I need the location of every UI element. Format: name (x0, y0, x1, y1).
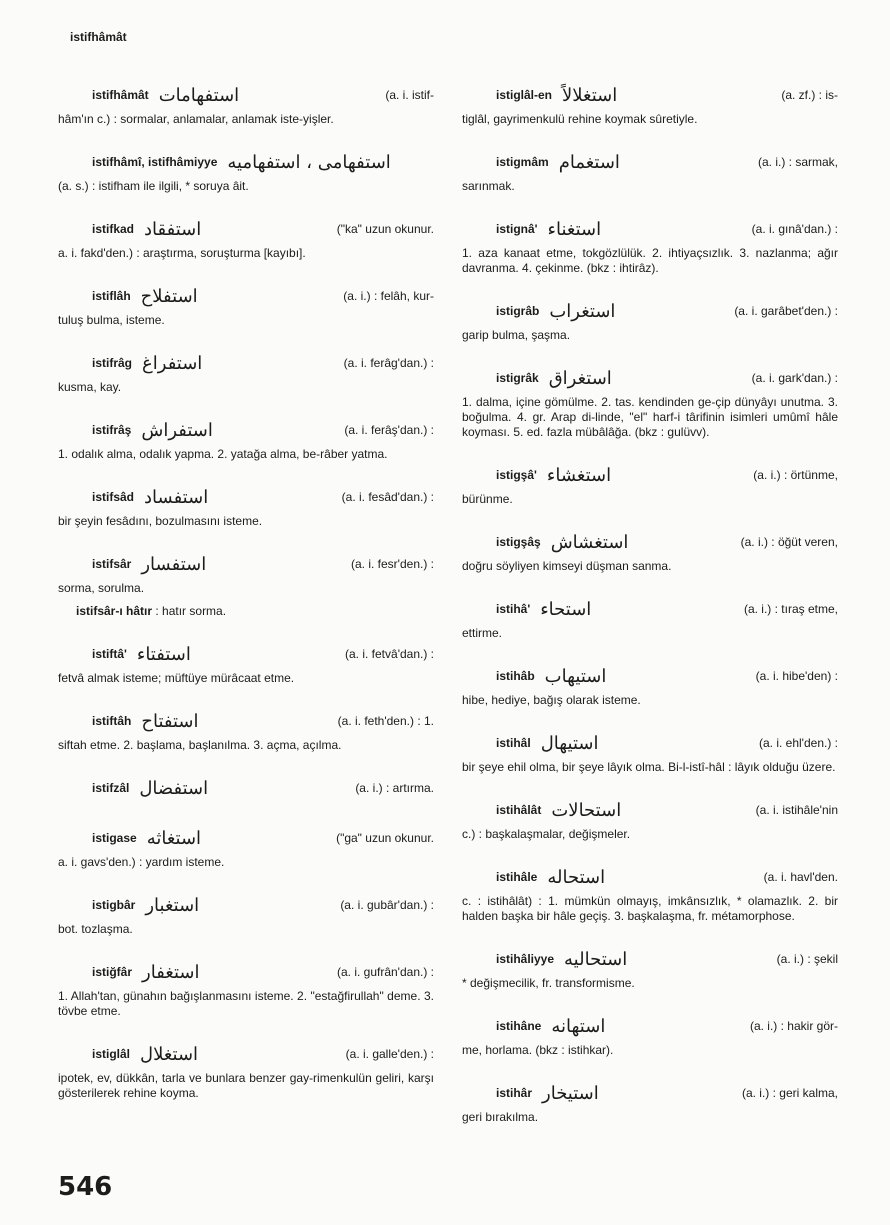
arabic-script: استهانه (551, 1015, 606, 1037)
arabic-script: استغراق (548, 367, 612, 389)
dictionary-entry (58, 214, 434, 261)
definition-text: siftah etme. 2. başlama, başlanılma. 3. açma, açılma. (58, 738, 342, 752)
definition-start: (a. i. feth'den.) : 1. (337, 713, 434, 728)
definition-text: c. : istihâlât) : 1. mümkün olmayış, imkânsızlık, * olamazlık. 2. bir halden başka bir hâle geçiş. 3. başkalaşma, fr. métamorphose. (462, 894, 838, 923)
definition-start: (a. i. galle'den.) : (345, 1046, 434, 1061)
definition-start: (a. i.) : hakir gör- (749, 1018, 838, 1033)
headword: istihâle (496, 869, 538, 884)
arabic-script: استغاثه (146, 827, 202, 849)
arabic-script: استغشاش (550, 531, 629, 553)
dictionary-entry (58, 348, 434, 395)
headword: istiftâh (92, 713, 132, 728)
definition-text: c.) : başkalaşmalar, değişmeler. (462, 827, 631, 841)
definition-start: (a. i. garâbet'den.) : (734, 303, 838, 318)
definition-start: (a. i. gufrân'dan.) : (336, 964, 434, 979)
definition-text: sarınmak. (462, 179, 515, 193)
entry-first-line (58, 549, 434, 579)
entry-first-line (58, 415, 434, 445)
headword: istigase (92, 830, 137, 845)
entry-first-line (58, 773, 434, 803)
entry-first-line (462, 661, 838, 691)
arabic-script: استفتاء (136, 643, 191, 665)
definition-start: (a. i.) : felâh, kur- (343, 288, 434, 303)
definition-text: (a. s.) : istifham ile ilgili, * soruya âit. (58, 179, 249, 193)
arabic-script: استغناء (547, 218, 602, 240)
headword: istigşâ' (496, 467, 537, 482)
definition-start: ("ka" uzun okunur. (336, 221, 434, 236)
definition-start: (a. i. fesr'den.) : (351, 556, 434, 571)
dictionary-entry (58, 281, 434, 328)
arabic-script: استحاء (540, 598, 592, 620)
running-head: istifhâmât (70, 30, 127, 44)
dictionary-entry (462, 363, 838, 440)
definition-start: (a. i. gınâ'dan.) : (751, 221, 838, 236)
definition-start: (a. i.) : tıraş etme, (743, 601, 838, 616)
definition-text: hâm'ın c.) : sormalar, anlamalar, anlamak iste-yişler. (58, 112, 334, 126)
definition-start: (a. zf.) : is- (781, 87, 838, 102)
entry-first-line (58, 890, 434, 920)
entry-first-line (58, 639, 434, 669)
arabic-script: استغشاء (546, 464, 612, 486)
page-number: 546 (58, 1172, 113, 1202)
definition-text: * değişmecilik, fr. transformisme. (462, 976, 635, 990)
arabic-script: استيهال (540, 732, 599, 754)
definition-text: fetvâ almak isteme; müftüye mürâcaat etme. (58, 671, 295, 685)
headword: istihâ' (496, 601, 531, 616)
definition-start: (a. i. gark'dan.) : (751, 370, 838, 385)
arabic-script: استغراب (549, 300, 616, 322)
dictionary-entry (462, 460, 838, 507)
arabic-script: استغلال (140, 1043, 199, 1065)
entry-first-line (58, 1039, 434, 1069)
entry-first-line (462, 527, 838, 557)
definition-start: (a. i.) : sarmak, (757, 154, 838, 169)
arabic-script: استحاليه (564, 948, 628, 970)
headword: istihâl (496, 735, 531, 750)
definition-start: (a. i. ferâş'dan.) : (344, 422, 434, 437)
definition-text: ettirme. (462, 626, 503, 640)
sub-definition: : hatır sorma. (155, 604, 227, 618)
entry-first-line (58, 147, 434, 177)
arabic-script: استفراغ (142, 352, 203, 374)
definition-text: a. i. gavs'den.) : yardım isteme. (58, 855, 225, 869)
sub-headword: istifsâr-ı hâtır (76, 604, 153, 618)
headword: istigbâr (92, 897, 136, 912)
entry-first-line (58, 823, 434, 853)
headword: istifrâş (92, 422, 132, 437)
headword: istiglâl-en (496, 87, 553, 102)
arabic-script: استيخار (542, 1082, 599, 1104)
definition-text: 1. odalık alma, odalık yapma. 2. yatağa alma, be-râber yatma. (58, 447, 388, 461)
headword: istiflâh (92, 288, 131, 303)
entry-first-line (58, 706, 434, 736)
dictionary-entry (462, 147, 838, 194)
arabic-script: استحالات (551, 799, 622, 821)
dictionary-entry (462, 795, 838, 842)
entry-first-line (58, 214, 434, 244)
definition-start: (a. i.) : şekil (776, 951, 838, 966)
headword: istifhâmî, istifhâmiyye (92, 154, 218, 169)
definition-text: tuluş bulma, isteme. (58, 313, 165, 327)
arabic-script: استيهاب (544, 665, 607, 687)
headword: istifhâmât (92, 87, 149, 102)
definition-start: (a. i. havl'den. (763, 869, 838, 884)
entry-first-line (58, 957, 434, 987)
definition-start: (a. i. istif- (385, 87, 434, 102)
entry-first-line (462, 944, 838, 974)
definition-text: 1. aza kanaat etme, tokgözlülük. 2. ihtiyaçsızlık. 3. nazlanma; ağır davranma. 4. çekinme. (bkz : ihtirâz). (462, 246, 838, 275)
headword: istihâne (496, 1018, 542, 1033)
dictionary-entry (462, 296, 838, 343)
entry-first-line (462, 296, 838, 326)
definition-text: me, horlama. (bkz : istihkar). (462, 1043, 614, 1057)
entry-first-line (58, 348, 434, 378)
arabic-script: استغبار (145, 894, 200, 916)
definition-text: hibe, hediye, bağış olarak isteme. (462, 693, 641, 707)
arabic-script: استفهامات (158, 84, 240, 106)
dictionary-entry (462, 661, 838, 708)
dictionary-entry (58, 957, 434, 1019)
definition-text: garip bulma, şaşma. (462, 328, 571, 342)
headword: istignâ' (496, 221, 538, 236)
entry-first-line (462, 795, 838, 825)
definition-text: 1. Allah'tan, günahın bağışlanmasını isteme. 2. "estağfirullah" deme. 3. tövbe etme. (58, 989, 434, 1018)
arabic-script: استغلالاً (562, 84, 618, 106)
entry-first-line (462, 1078, 838, 1108)
arabic-script: استغفار (142, 961, 200, 983)
dictionary-entry (462, 1078, 838, 1125)
dictionary-entry (58, 147, 434, 194)
definition-start: (a. i. ehl'den.) : (759, 735, 838, 750)
headword: istigşâş (496, 534, 541, 549)
definition-start: (a. i. fetvâ'dan.) : (345, 646, 434, 661)
entry-first-line (462, 214, 838, 244)
dictionary-entry (58, 1039, 434, 1101)
definition-start: (a. i. hibe'den) : (755, 668, 838, 683)
definition-text: bürünme. (462, 492, 513, 506)
headword: istiftâ' (92, 646, 127, 661)
arabic-script: استفتاح (141, 710, 199, 732)
entry-first-line (462, 594, 838, 624)
dictionary-entry (462, 1011, 838, 1058)
arabic-script: استفراش (141, 419, 213, 441)
entry-first-line (462, 147, 838, 177)
left-column (58, 80, 434, 1121)
sub-entry (58, 604, 434, 619)
arabic-script: استغمام (558, 151, 620, 173)
dictionary-entry (58, 80, 434, 127)
headword: istigmâm (496, 154, 549, 169)
dictionary-entry (462, 728, 838, 775)
definition-text: kusma, kay. (58, 380, 122, 394)
definition-start: (a. i.) : artırma. (355, 780, 434, 795)
definition-text: bot. tozlaşma. (58, 922, 133, 936)
headword: istiglâl (92, 1046, 131, 1061)
definition-text: sorma, sorulma. (58, 581, 145, 595)
definition-start: (a. i.) : örtünme, (753, 467, 838, 482)
entry-first-line (58, 482, 434, 512)
headword: istigrâk (496, 370, 539, 385)
dictionary-entry (462, 594, 838, 641)
dictionary-entry (58, 415, 434, 462)
right-column (462, 80, 838, 1145)
definition-text: bir şeyin fesâdını, bozulmasını isteme. (58, 514, 263, 528)
headword: istihâb (496, 668, 535, 683)
headword: istifrâg (92, 355, 133, 370)
dictionary-entry (58, 823, 434, 870)
arabic-script: استفسار (141, 553, 207, 575)
dictionary-entry (58, 549, 434, 619)
dictionary-entry (58, 639, 434, 686)
entry-first-line (58, 281, 434, 311)
headword: istigrâb (496, 303, 540, 318)
dictionary-entry (462, 80, 838, 127)
definition-text: tiglâl, gayrimenkulü rehine koymak sûretiyle. (462, 112, 698, 126)
arabic-script: استفهامى ، استفهاميه (227, 151, 391, 173)
entry-first-line (58, 80, 434, 110)
dictionary-entry (462, 527, 838, 574)
headword: istihâlât (496, 802, 542, 817)
entry-first-line (462, 728, 838, 758)
headword: istifsâd (92, 489, 135, 504)
dictionary-entry (462, 862, 838, 924)
arabic-script: استحاله (547, 866, 606, 888)
entry-first-line (462, 460, 838, 490)
headword: istihâr (496, 1085, 533, 1100)
definition-start: (a. i. fesâd'dan.) : (341, 489, 434, 504)
entry-first-line (462, 363, 838, 393)
definition-text: geri bırakılma. (462, 1110, 539, 1124)
arabic-script: استفساد (144, 486, 209, 508)
headword: istihâliyye (496, 951, 555, 966)
definition-start: (a. i. istihâle'nin (755, 802, 838, 817)
definition-start: (a. i. gubâr'dan.) : (340, 897, 434, 912)
definition-start: ("ga" uzun okunur. (336, 830, 434, 845)
dictionary-entry (58, 482, 434, 529)
headword: istiğfâr (92, 964, 133, 979)
dictionary-entry (58, 706, 434, 753)
definition-start: (a. i. ferâg'dan.) : (343, 355, 434, 370)
dictionary-entry (462, 214, 838, 276)
definition-text: bir şeye ehil olma, bir şeye lâyık olma. Bi-l-istî-hâl : lâyık olduğu üzere. (462, 760, 836, 774)
entry-first-line (462, 80, 838, 110)
arabic-script: استفقاد (144, 218, 202, 240)
arabic-script: استفضال (139, 777, 209, 799)
dictionary-entry (58, 773, 434, 803)
headword: istifkad (92, 221, 135, 236)
definition-start: (a. i.) : öğüt veren, (740, 534, 838, 549)
entry-first-line (462, 862, 838, 892)
headword: istifzâl (92, 780, 130, 795)
definition-text: a. i. fakd'den.) : araştırma, soruşturma [kayıbı]. (58, 246, 306, 260)
dictionary-entry (58, 890, 434, 937)
headword: istifsâr (92, 556, 132, 571)
dictionary-entry (462, 944, 838, 991)
definition-text: doğru söyliyen kimseyi düşman sanma. (462, 559, 672, 573)
definition-text: ipotek, ev, dükkân, tarla ve bunlara benzer gay-rimenkulün geliri, karşı gösterilerek rehine koyma. (58, 1071, 434, 1100)
entry-first-line (462, 1011, 838, 1041)
arabic-script: استفلاح (140, 285, 198, 307)
definition-text: 1. dalma, içine gömülme. 2. tas. kendinden ge-çip dünyâyı unutma. 3. boğulma. 4. gr. Arap di-linde, "el" harf-i târifinin isimleri umûmî hâle koyması. 5. ed. fazla mübâlâğa. (bkz : gulüvv). (462, 395, 838, 439)
definition-start: (a. i.) : geri kalma, (741, 1085, 838, 1100)
